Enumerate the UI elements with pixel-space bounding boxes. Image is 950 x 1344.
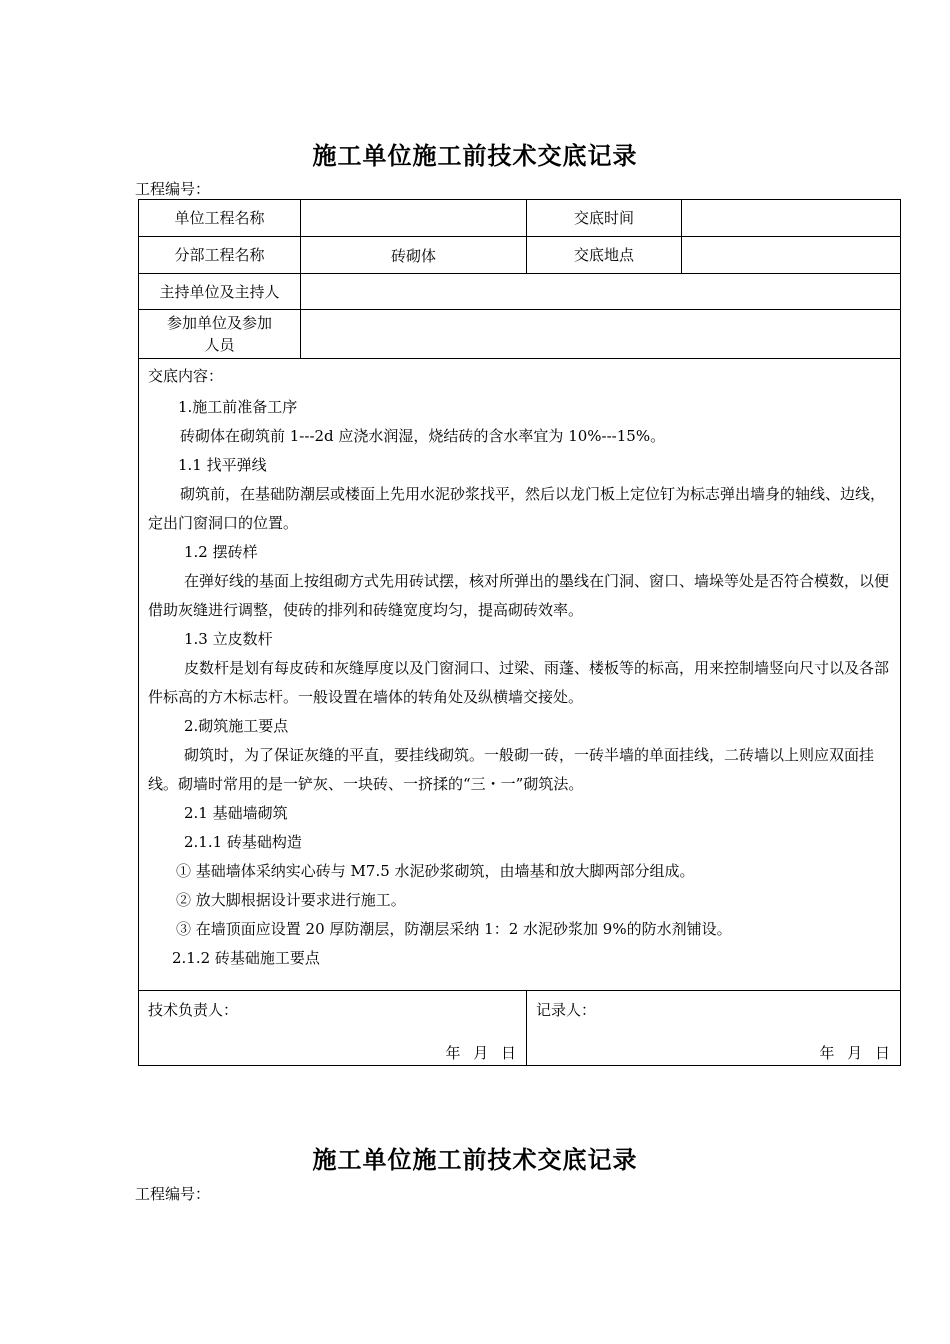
handover-time-label: 交底时间 bbox=[527, 200, 682, 237]
handover-time-field[interactable] bbox=[682, 200, 901, 237]
unit-project-label: 单位工程名称 bbox=[139, 200, 301, 237]
content-line: 2.1.2 砖基础施工要点 bbox=[172, 949, 320, 967]
recorder-date: 年 月 日 bbox=[819, 1044, 890, 1062]
handover-content bbox=[139, 359, 901, 991]
page-title: 施工单位施工前技术交底记录 bbox=[312, 141, 638, 170]
tech-lead-date: 年 月 日 bbox=[445, 1044, 516, 1062]
content-line: 1.1 找平弹线 bbox=[178, 456, 267, 474]
recorder-signature-cell[interactable] bbox=[527, 991, 901, 1066]
handover-place-field[interactable] bbox=[682, 237, 901, 274]
handover-place-label: 交底地点 bbox=[527, 237, 682, 274]
content-line: 砖砌体在砌筑前 1---2d 应浇水润湿，烧结砖的含水率宜为 10%---15%。 bbox=[180, 427, 666, 445]
next-page-title: 施工单位施工前技术交底记录 bbox=[312, 1145, 638, 1174]
sub-project-label: 分部工程名称 bbox=[139, 237, 301, 274]
participants-field[interactable] bbox=[301, 310, 901, 359]
content-line: 2.1 基础墙砌筑 bbox=[184, 804, 288, 822]
content-line: 2.砌筑施工要点 bbox=[184, 717, 289, 735]
sub-project-field[interactable]: 砖砌体 bbox=[301, 237, 527, 274]
content-heading: 交底内容： bbox=[148, 367, 224, 385]
recorder-label: 记录人： bbox=[536, 1001, 597, 1019]
host-label: 主持单位及主持人 bbox=[139, 274, 301, 310]
content-line: 1.施工前准备工序 bbox=[178, 398, 298, 416]
participants-label bbox=[139, 310, 301, 359]
host-field[interactable] bbox=[301, 274, 901, 310]
handover-record-table bbox=[138, 199, 901, 1066]
content-line: 砌筑前，在基础防潮层或楼面上先用水泥砂浆找平，然后以龙门板上定位钉为标志弹出墙身的轴线、边线，定出门窗洞口的位置。 bbox=[148, 485, 886, 532]
content-line: 砌筑时，为了保证灰缝的平直，要挂线砌筑。一般砌一砖，一砖半墙的单面挂线，二砖墙以上则应双面挂线。砌墙时常用的是一铲灰、一块砖、一挤揉的“三・一”砌筑法。 bbox=[148, 746, 875, 793]
content-line: 2.1.1 砖基础构造 bbox=[184, 833, 302, 851]
content-line: 在弹好线的基面上按组砌方式先用砖试摆，核对所弹出的墨线在门洞、窗口、墙垛等处是否符合模数，以便借助灰缝进行调整，使砖的排列和砖缝宽度均匀，提高砌砖效率。 bbox=[148, 572, 890, 619]
tech-lead-signature-cell[interactable] bbox=[139, 991, 527, 1066]
content-line: ② 放大脚根据设计要求进行施工。 bbox=[176, 891, 406, 909]
content-line: ③ 在墙顶面应设置 20 厚防潮层，防潮层采纳 1：2 水泥砂浆加 9%的防水剂铺设。 bbox=[176, 920, 732, 938]
participants-label-line2: 人员 bbox=[204, 336, 235, 354]
tech-lead-label: 技术负责人： bbox=[148, 1001, 239, 1019]
content-line: ① 基础墙体采纳实心砖与 M7.5 水泥砂浆砌筑，由墙基和放大脚两部分组成。 bbox=[176, 862, 695, 880]
next-project-number-label: 工程编号： bbox=[135, 1185, 211, 1203]
unit-project-field[interactable] bbox=[301, 200, 527, 237]
content-line: 1.3 立皮数杆 bbox=[184, 630, 273, 648]
participants-label-line1: 参加单位及参加 bbox=[166, 314, 272, 332]
project-number-label: 工程编号： bbox=[135, 180, 211, 198]
content-line: 皮数杆是划有每皮砖和灰缝厚度以及门窗洞口、过梁、雨蓬、楼板等的标高，用来控制墙竖向尺寸以及各部件标高的方木标志杆。一般设置在墙体的转角处及纵横墙交接处。 bbox=[148, 659, 890, 706]
content-line: 1.2 摆砖样 bbox=[184, 543, 258, 561]
